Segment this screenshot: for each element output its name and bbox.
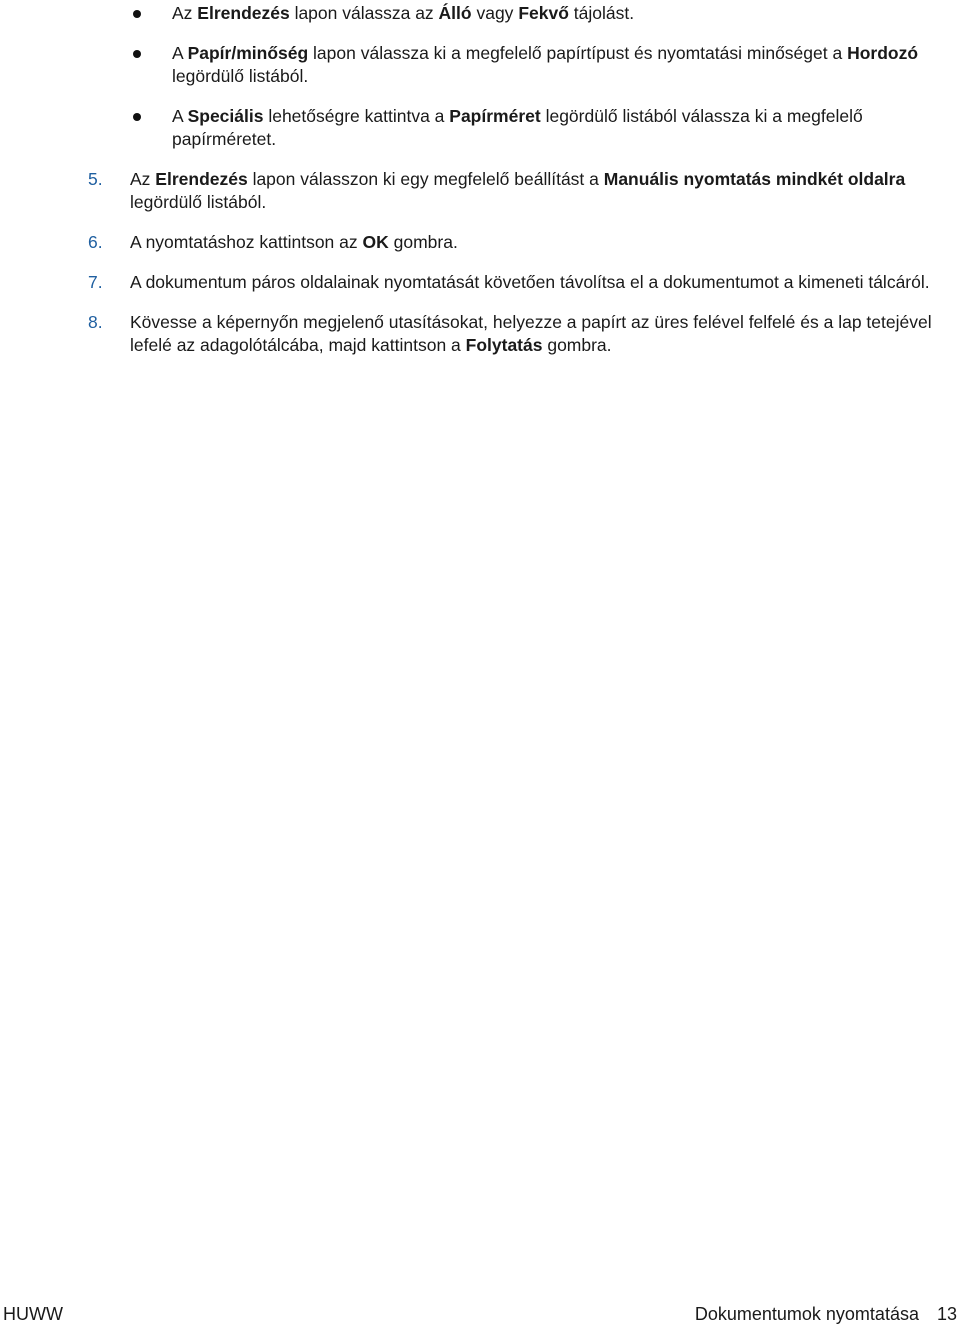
step-item-7: 7. A dokumentum páros oldalainak nyomtatását követően távolítsa el a dokumentumot a kimeneti tálcáról. (88, 272, 930, 292)
footer-section-title: Dokumentumok nyomtatása (694, 1304, 919, 1324)
term-elrendezes: Elrendezés (197, 3, 290, 23)
term-allo: Álló (438, 3, 472, 23)
step-number: 7. (88, 272, 103, 292)
term-fekvo: Fekvő (518, 3, 569, 23)
bullet-item-orientation: Az Elrendezés lapon válassza az Álló vagy Fekvő tájolást. (130, 2, 930, 25)
bullet-item-paper-quality: A Papír/minőség lapon válassza ki a megfelelő papírtípust és nyomtatási minőséget a Hordozó legördülő listából. (130, 42, 930, 88)
page-number: 13 (936, 1304, 957, 1324)
step-item-5: 5. Az Elrendezés lapon válasszon ki egy megfelelő beállítást a Manuális nyomtatás mindkét oldalra legördülő listából. (88, 169, 906, 212)
term-manualis-nyomtatas: Manuális nyomtatás mindkét oldalra (603, 169, 906, 189)
step-item-8: 8. Kövesse a képernyőn megjelenő utasításokat, helyezze a papírt az üres felével felfelé és a lap tetejével lefelé az adagolótálcába, majd kattintson a Folytatás gombra. (88, 312, 932, 355)
term-elrendezes: Elrendezés (155, 169, 248, 189)
footer-doc-code: HUWW (3, 1304, 63, 1324)
step-list (88, 168, 948, 374)
bullet-list (130, 2, 930, 168)
term-hordozo: Hordozó (847, 43, 919, 63)
page-footer (0, 1302, 960, 1326)
term-ok: OK (362, 232, 389, 252)
term-papir-minoseg: Papír/minőség (187, 43, 309, 63)
footer-right (695, 1302, 957, 1326)
step-item-6: 6. A nyomtatáshoz kattintson az OK gombra. (88, 232, 458, 252)
term-specialis: Speciális (187, 106, 264, 126)
bullet-item-paper-size: A Speciális lehetőségre kattintva a Papírméret legördülő listából válassza ki a megfelelő papírméretet. (130, 105, 930, 151)
term-folytatas: Folytatás (465, 335, 543, 355)
step-number: 5. (88, 169, 103, 189)
term-papirmeret: Papírméret (449, 106, 541, 126)
step-number: 6. (88, 232, 103, 252)
step-number: 8. (88, 312, 103, 332)
